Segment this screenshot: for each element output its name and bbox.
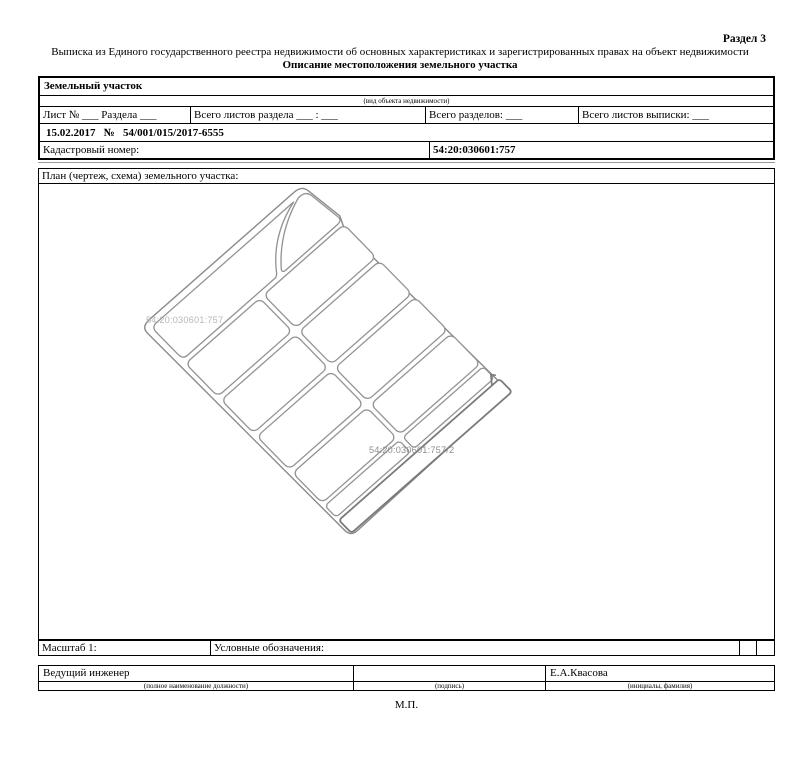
signature-caption: (подпись) (354, 682, 546, 690)
scale-label: Масштаб 1: (39, 641, 211, 655)
parcel-plan-drawing (39, 185, 773, 640)
signature-values-row (39, 666, 774, 681)
parcel-grid (141, 185, 513, 538)
section-number: Раздел 3 (722, 33, 766, 45)
signature-cell (354, 666, 546, 681)
object-info-table (38, 76, 775, 160)
total-section-sheets-cell: Всего листов раздела ___ : ___ (191, 107, 426, 123)
total-extract-sheets-cell: Всего листов выписки: ___ (582, 109, 709, 121)
sheet-info-row (40, 106, 773, 123)
plan-box (38, 168, 775, 656)
legend-empty-cell-2 (756, 641, 774, 655)
engineer-position: Ведущий инженер (39, 666, 354, 681)
cadastral-row (40, 141, 773, 158)
signature-table (38, 665, 775, 691)
cadastral-number-label: Кадастровый номер: (40, 142, 430, 158)
object-type: Земельный участок (44, 80, 143, 92)
parcel-number-label: 54:20:030601:757 (146, 315, 224, 325)
plan-title: План (чертеж, схема) земельного участка: (39, 169, 774, 184)
document-subtitle: Описание местоположения земельного участка (282, 59, 518, 71)
name-caption: (инициалы, фамилия) (627, 682, 693, 690)
sheet-number-cell: Лист № ___ Раздела ___ (40, 107, 191, 123)
stamp-place: М.П. (394, 699, 419, 711)
document-title: Выписка из Единого государственного реестра недвижимости об основных характеристиках и зарегистрированных правах на объект недвижимости (51, 46, 749, 58)
parcel-part-number-label: 54:20:030601:757/2 (369, 445, 455, 455)
signature-captions-row (39, 681, 774, 690)
scale-legend-row (39, 639, 774, 655)
position-caption: (полное наименование должности) (39, 682, 354, 690)
object-type-caption: (вид объекта недвижимости) (40, 95, 773, 106)
total-sections-cell: Всего разделов: ___ (426, 107, 579, 123)
engineer-name: Е.А.Квасова (550, 667, 608, 679)
date-and-number: 15.02.2017 № 54/001/015/2017-6555 (40, 123, 773, 141)
section-divider (38, 162, 775, 163)
cadastral-number-value: 54:20:030601:757 (433, 144, 516, 156)
legend-label: Условные обозначения: (214, 642, 325, 654)
legend-empty-cell-1 (739, 641, 756, 655)
